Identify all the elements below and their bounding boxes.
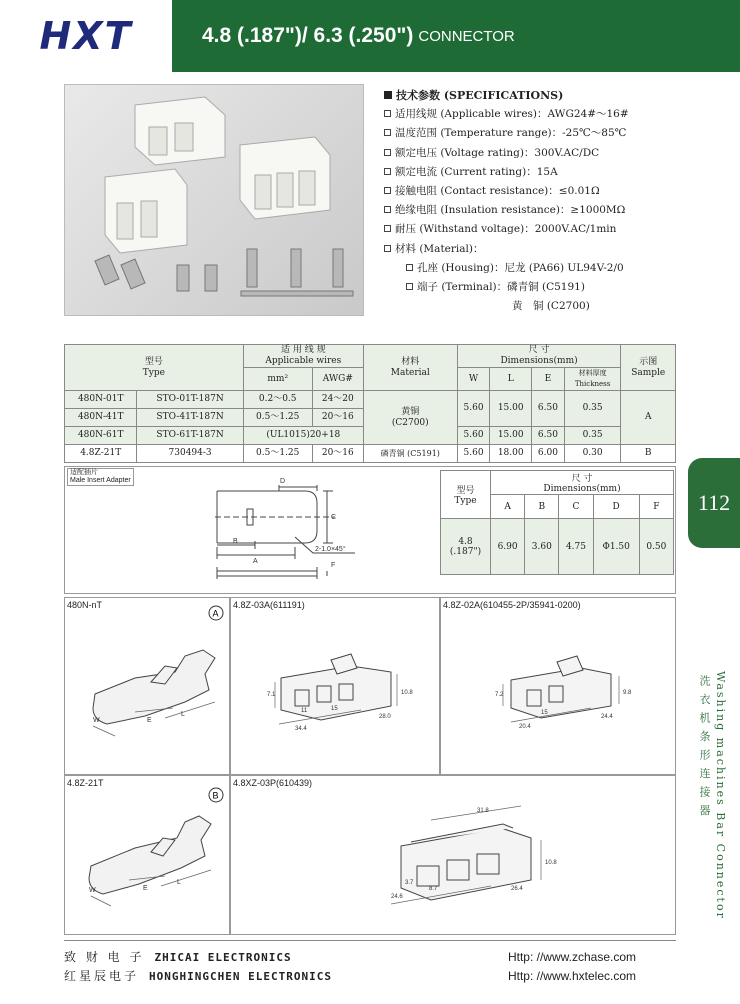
th-type: 型号 Type bbox=[65, 345, 244, 391]
th-dimensions: 尺 寸 Dimensions(mm) bbox=[457, 345, 621, 368]
material-a: 黄铜 (C2700) bbox=[363, 391, 457, 445]
svg-text:24.6: 24.6 bbox=[391, 894, 403, 900]
svg-text:15: 15 bbox=[331, 706, 338, 712]
svg-text:15: 15 bbox=[541, 710, 548, 716]
spec-row: 接触电阻 (Contact resistance)：≤0.01Ω bbox=[384, 182, 724, 201]
svg-text:W: W bbox=[93, 717, 100, 724]
footer bbox=[64, 940, 676, 985]
svg-text:28.0: 28.0 bbox=[379, 714, 391, 720]
t2-type-head: 型号 Type bbox=[441, 471, 491, 519]
brand-logo bbox=[0, 0, 172, 72]
dim-c: C bbox=[331, 514, 337, 521]
th-wire: 适 用 线 规 Applicable wires bbox=[243, 345, 363, 368]
panel-4-8z-02a bbox=[440, 597, 676, 775]
checkbox-bullet-icon bbox=[384, 168, 391, 175]
th-material: 材料 Material bbox=[363, 345, 457, 391]
svg-text:3.7: 3.7 bbox=[405, 880, 414, 886]
dim-chamfer: 2-1.0×45° bbox=[315, 546, 346, 553]
terminal-table bbox=[64, 344, 676, 463]
svg-text:34.4: 34.4 bbox=[295, 726, 307, 732]
th-sample: 示图 Sample bbox=[621, 345, 676, 391]
t2-dim-head: 尺 寸 Dimensions(mm) bbox=[491, 471, 674, 495]
svg-text:7.2: 7.2 bbox=[495, 692, 504, 698]
spec-row: 适用线规 (Applicable wires)：AWG24#～16# bbox=[384, 105, 724, 124]
terminal-b-drawing bbox=[65, 776, 231, 936]
checkbox-bullet-icon bbox=[384, 187, 391, 194]
title-bar bbox=[172, 0, 740, 72]
svg-text:26.4: 26.4 bbox=[511, 886, 523, 892]
panel-label: 480N-nT bbox=[67, 600, 103, 610]
footer-row bbox=[64, 947, 676, 966]
th-mm2: mm² bbox=[243, 368, 312, 391]
svg-text:B: B bbox=[212, 790, 219, 801]
th-awg: AWG# bbox=[312, 368, 363, 391]
svg-text:L: L bbox=[181, 711, 185, 718]
svg-text:20.4: 20.4 bbox=[519, 724, 531, 730]
th-w: W bbox=[457, 368, 490, 391]
specifications bbox=[384, 86, 724, 316]
dim-a: A bbox=[253, 558, 258, 565]
svg-text:24.4: 24.4 bbox=[601, 714, 613, 720]
square-bullet-icon bbox=[384, 91, 392, 99]
th-thickness: 材料厚度 Thickness bbox=[564, 368, 621, 391]
adapter-label: 适配插片 Male Insert Adapter bbox=[67, 468, 134, 486]
company-cn-1: 致 财 电 子 bbox=[64, 950, 145, 964]
company-en-2: HONGHINGCHEN ELECTRONICS bbox=[149, 970, 332, 983]
housing-03a-drawing bbox=[231, 598, 441, 776]
spec-row: 绝缘电阻 (Insulation resistance)：≥1000MΩ bbox=[384, 201, 724, 220]
panel-4-8z-21t bbox=[64, 775, 230, 935]
sample-a: A bbox=[621, 391, 676, 445]
company-en-1: ZHICAI ELECTRONICS bbox=[154, 951, 292, 964]
panel-label: 4.8Z-21T bbox=[67, 778, 104, 788]
table-row: 480N-41T STO-41T-187N 0.5～1.25 20～16 bbox=[65, 409, 676, 427]
spec-terminal-2: 黄 铜 (C2700) bbox=[512, 300, 590, 313]
panel-label: 4.8XZ-03P(610439) bbox=[233, 778, 313, 788]
dim-b: B bbox=[233, 538, 238, 545]
company-cn-2: 红星辰电子 bbox=[64, 969, 140, 983]
svg-text:31.8: 31.8 bbox=[477, 808, 489, 814]
table-row: 4.8 (.187") 6.90 3.60 4.75 Φ1.50 0.50 bbox=[441, 519, 674, 575]
svg-text:E: E bbox=[143, 885, 148, 892]
housing-02a-drawing bbox=[441, 598, 677, 776]
adapter-table: 型号 Type 尺 寸 Dimensions(mm) A B C D F 4.8 (.187") 6.90 3.60 4.75 Φ1.50 0.50 bbox=[440, 470, 674, 575]
housing-03p-drawing bbox=[231, 776, 677, 936]
spec-row: 额定电流 (Current rating)：15A bbox=[384, 163, 724, 182]
terminal-a-drawing bbox=[65, 598, 231, 776]
th-e: E bbox=[532, 368, 565, 391]
spec-row: 温度范围 (Temperature range)：-25℃～85℃ bbox=[384, 124, 724, 143]
panel-4-8xz-03p bbox=[230, 775, 676, 935]
svg-text:11: 11 bbox=[301, 708, 308, 714]
panel-label: 4.8Z-03A(611191) bbox=[233, 600, 305, 610]
specs-heading: 技术参数 (SPECIFICATIONS) bbox=[384, 86, 724, 105]
footer-row bbox=[64, 966, 676, 985]
checkbox-bullet-icon bbox=[384, 225, 391, 232]
spec-row: 耐压 (Withstand voltage)：2000V.AC/1min bbox=[384, 220, 724, 239]
panel-4-8z-03a bbox=[230, 597, 440, 775]
checkbox-bullet-icon bbox=[406, 283, 413, 290]
th-l: L bbox=[490, 368, 532, 391]
website-link-2[interactable]: Http: //www.hxtelec.com bbox=[507, 968, 636, 983]
svg-text:7.1: 7.1 bbox=[267, 692, 276, 698]
svg-text:W: W bbox=[89, 887, 96, 894]
checkbox-bullet-icon bbox=[406, 264, 413, 271]
spec-row: 额定电压 (Voltage rating)：300V.AC/DC bbox=[384, 144, 724, 163]
checkbox-bullet-icon bbox=[384, 129, 391, 136]
dim-f: F bbox=[331, 562, 336, 569]
svg-text:9.8: 9.8 bbox=[623, 690, 632, 696]
svg-text:8.7: 8.7 bbox=[429, 886, 438, 892]
checkbox-bullet-icon bbox=[384, 110, 391, 117]
svg-text:10.8: 10.8 bbox=[545, 860, 557, 866]
table-row: 480N-01T STO-01T-187N 0.2～0.5 24～20 黄铜 (C2700) 5.60 15.00 6.50 0.35 A bbox=[65, 391, 676, 409]
spec-row: 材料 (Material)： bbox=[384, 240, 724, 259]
checkbox-bullet-icon bbox=[384, 206, 391, 213]
table-row: 480N-61T STO-61T-187N (UL1015)20+18 5.60 15.00 6.50 0.35 bbox=[65, 427, 676, 445]
svg-text:10.8: 10.8 bbox=[401, 690, 413, 696]
panel-label: 4.8Z-02A(610455-2P/35941-0200) bbox=[443, 600, 581, 610]
spec-terminal: 端子 (Terminal)：磷青铜 (C5191) bbox=[384, 278, 724, 297]
page-title: 4.8 (.187")/ 6.3 (.250") bbox=[202, 24, 414, 47]
side-caption bbox=[694, 665, 734, 925]
panel-480n bbox=[64, 597, 230, 775]
product-photo bbox=[64, 84, 364, 316]
svg-text:L: L bbox=[177, 879, 181, 886]
product-illustration bbox=[65, 85, 365, 317]
spec-housing: 孔座 (Housing)：尼龙 (PA66) UL94V-2/0 bbox=[384, 259, 724, 278]
side-caption-en: Washing machines Bar Connector bbox=[714, 671, 727, 920]
logo-text: HXT bbox=[39, 14, 133, 58]
t2-type: 4.8 (.187") bbox=[441, 519, 491, 575]
page-number-tab: 112 bbox=[688, 458, 740, 548]
side-caption-cn: 洗 衣 机 条 形 连 接 器 bbox=[698, 675, 711, 818]
table-row: 4.8Z-21T 730494-3 0.5～1.25 20～16 磷青铜 (C5191) 5.60 18.00 6.00 0.30 B bbox=[65, 445, 676, 463]
svg-text:E: E bbox=[147, 717, 152, 724]
adapter-drawing bbox=[65, 467, 435, 595]
checkbox-bullet-icon bbox=[384, 245, 391, 252]
svg-text:A: A bbox=[212, 608, 219, 619]
page-title-suffix: CONNECTOR bbox=[418, 27, 515, 45]
checkbox-bullet-icon bbox=[384, 149, 391, 156]
website-link-1[interactable]: Http: //www.zchase.com bbox=[507, 949, 636, 964]
dim-d: D bbox=[280, 478, 286, 485]
